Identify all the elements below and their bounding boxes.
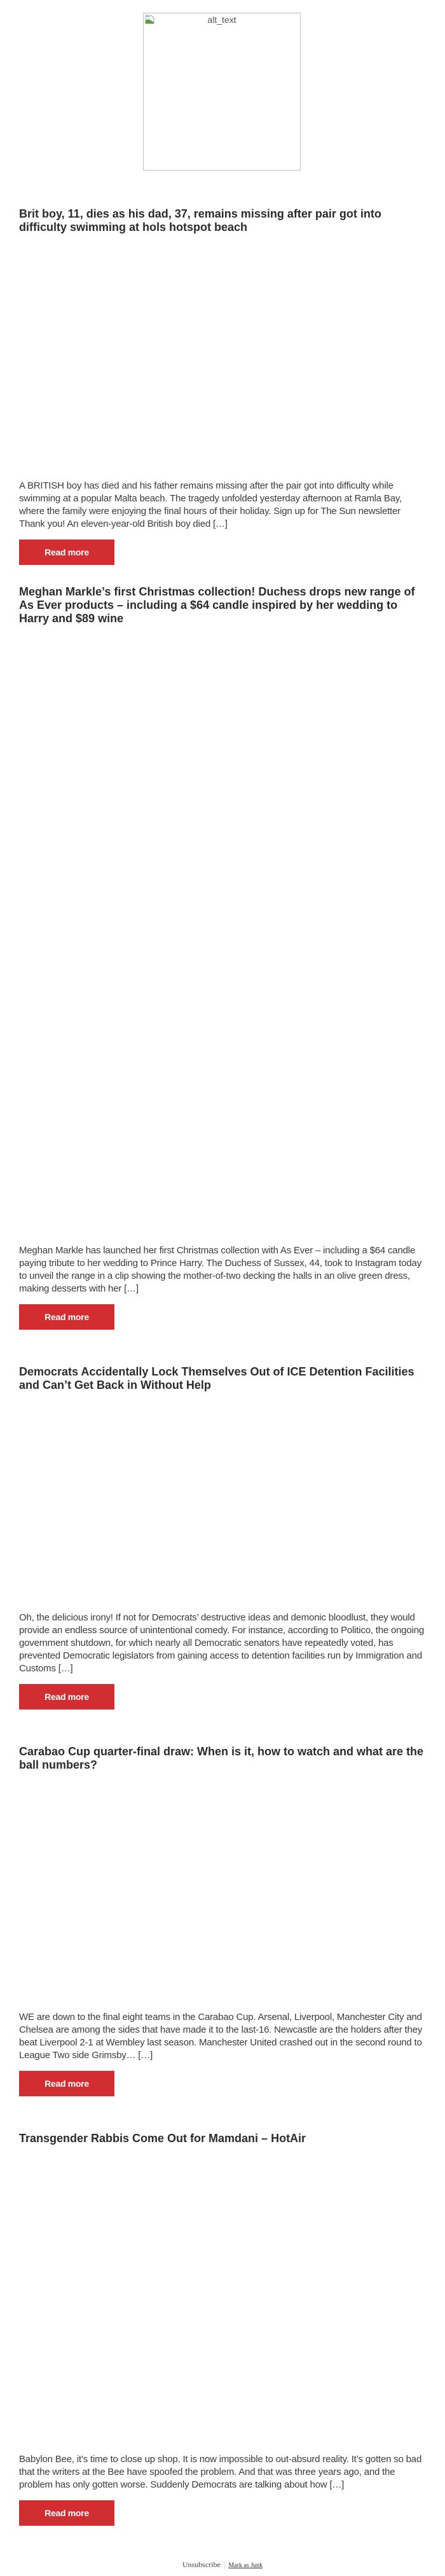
read-more-button[interactable]: Read more bbox=[19, 2071, 114, 2096]
article-image[interactable] bbox=[19, 1392, 426, 1612]
footer bbox=[0, 2560, 445, 2576]
header bbox=[0, 0, 445, 184]
read-more-button[interactable]: Read more bbox=[19, 540, 114, 565]
article-title[interactable]: Carabao Cup quarter-final draw: When is it, how to watch and what are the ball numbers? bbox=[19, 1745, 424, 1771]
article-title[interactable]: Meghan Markle’s first Christmas collection! Duchess drops new range of As Ever products – including a $64 candle inspired by her wedding to Harry and $89 wine bbox=[19, 585, 415, 625]
mark-as-junk-link[interactable]: Mark as Junk bbox=[228, 2562, 263, 2569]
article-image[interactable] bbox=[19, 625, 426, 1244]
article-image[interactable] bbox=[19, 234, 426, 480]
article-excerpt: Oh, the delicious irony! If not for Democrats’ destructive ideas and demonic bloodlust, they would provide an endless source of unintentional comedy. For instance, according to Politico, the ongoing government shutdown, for which nearly all Democratic senators have repeatedly voted, has prevented Democratic legislators from gaining access to detention facilities run by Immigration and Customs […] bbox=[19, 1612, 424, 1674]
article-excerpt: A BRITISH boy has died and his father remains missing after the pair got into difficulty while swimming at a popular Malta beach. The tragedy unfolded yesterday afternoon at Ramla Bay, where the family were enjoying the final hours of their holiday. Sign up for The Sun newsletter Thank you! An eleven-year-old British boy died […] bbox=[19, 480, 402, 529]
article-title[interactable]: Transgender Rabbis Come Out for Mamdani – HotAir bbox=[19, 2132, 306, 2145]
article-5 bbox=[0, 2132, 445, 2526]
article-4 bbox=[0, 1745, 445, 2096]
unsubscribe-link[interactable]: Unsubscribe bbox=[182, 2560, 221, 2569]
read-more-button[interactable]: Read more bbox=[19, 1684, 114, 1709]
article-3 bbox=[0, 1365, 445, 1709]
logo-image[interactable] bbox=[143, 13, 301, 171]
article-excerpt: WE are down to the final eight teams in the Carabao Cup. Arsenal, Liverpool, Manchester City and Chelsea are among the sides that have made it to the last-16. Newcastle are the holders after they beat Liverpool 2-1 at Wembley last season. Manchester United crashed out in the second round to League Two side Grimsby… […] bbox=[19, 2012, 423, 2061]
article-title[interactable]: Democrats Accidentally Lock Themselves Out of ICE Detention Facilities and Can’t Get Back in Without Help bbox=[19, 1365, 414, 1391]
article-1 bbox=[0, 207, 445, 565]
article-image[interactable] bbox=[19, 2145, 426, 2453]
logo-alt-text: alt_text bbox=[207, 15, 236, 25]
article-2 bbox=[0, 585, 445, 1330]
read-more-button[interactable]: Read more bbox=[19, 1304, 114, 1330]
read-more-button[interactable]: Read more bbox=[19, 2500, 114, 2526]
article-image[interactable] bbox=[19, 1772, 426, 2011]
article-title[interactable]: Brit boy, 11, dies as his dad, 37, remains missing after pair got into difficulty swimming at hols hotspot beach bbox=[19, 207, 381, 233]
footer-separator: | bbox=[223, 2560, 226, 2569]
article-excerpt: Babylon Bee, it’s time to close up shop. It is now impossible to out-absurd reality. It’s gotten so bad that the writers at the Bee have spoofed the problem. And that was three years ago, and the problem has only gotten worse. Suddenly Democrats are talking about how […] bbox=[19, 2454, 422, 2490]
article-excerpt: Meghan Markle has launched her first Christmas collection with As Ever – including a $64 candle paying tribute to her wedding to Prince Harry. The Duchess of Sussex, 44, took to Instagram today to unveil the range in a clip showing the mother-of-two decking the halls in an olive green dress, making desserts with her […] bbox=[19, 1245, 421, 1294]
